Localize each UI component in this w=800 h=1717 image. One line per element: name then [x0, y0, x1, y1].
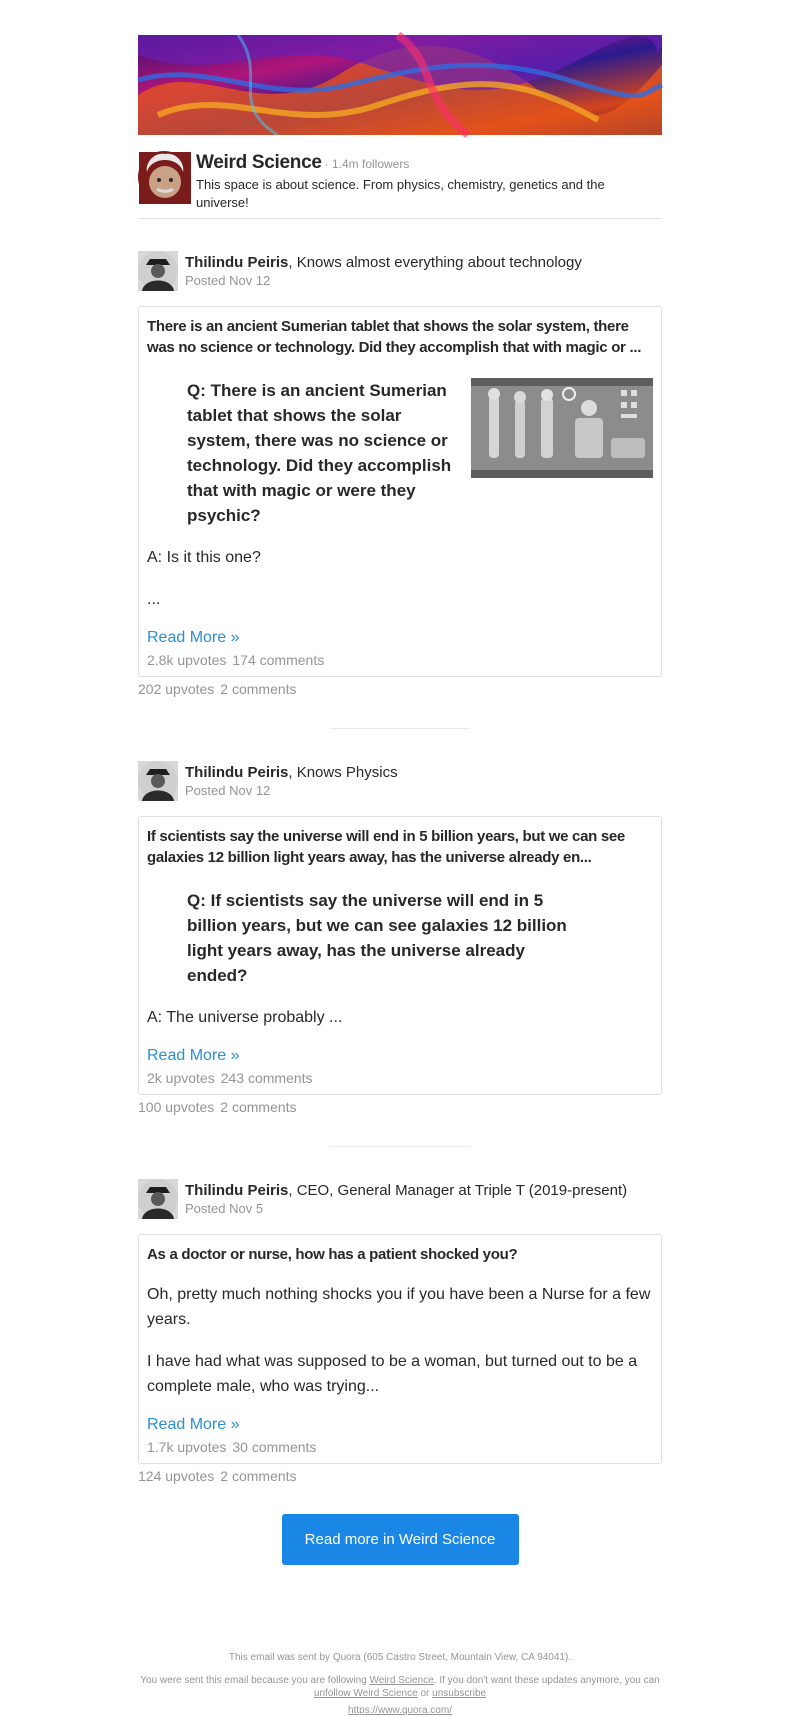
footer-reason-text: . If you don't want these updates anymore, you can [433, 1675, 660, 1686]
post-upvotes: 100 upvotes [138, 1099, 215, 1115]
read-more-link[interactable]: Read More » [147, 629, 240, 646]
space-name[interactable]: Weird Science [196, 152, 322, 173]
post-stats [138, 1099, 662, 1115]
unsubscribe-link[interactable]: unsubscribe [432, 1688, 487, 1699]
card-comments: 243 comments [220, 1070, 313, 1086]
card-stats [147, 652, 653, 668]
answer-paragraph: Oh, pretty much nothing shocks you if you have been a Nurse for a few years. [147, 1286, 651, 1328]
read-more-link[interactable]: Read More » [147, 1047, 240, 1064]
card-stats [147, 1439, 653, 1455]
footer-reason [138, 1674, 662, 1700]
answer-paragraph: A: The universe probably ... [147, 1009, 343, 1026]
question-title[interactable]: As a doctor or nurse, how has a patient shocked you? [147, 1246, 518, 1263]
post-upvotes: 202 upvotes [138, 681, 215, 697]
answer-paragraph: I have had what was supposed to be a woman, but turned out to be a complete male, who was trying... [147, 1353, 638, 1395]
email-footer [138, 1651, 662, 1717]
space-description: This space is about science. From physics, chemistry, genetics and the universe! [196, 177, 605, 210]
footer-sent-by: This email was sent by Quora (605 Castro Street, Mountain View, CA 94041). [228, 1652, 572, 1663]
post-stats [138, 681, 662, 697]
answer-card[interactable] [138, 816, 662, 1095]
space-followers: · 1.4m followers [324, 157, 410, 171]
divider [330, 1146, 470, 1147]
unfollow-link[interactable]: unfollow Weird Science [313, 1688, 418, 1699]
footer-or-text: or [417, 1688, 433, 1699]
post-stats [138, 1468, 662, 1484]
posted-date: Posted Nov 5 [185, 1200, 264, 1216]
question-title[interactable]: There is an ancient Sumerian tablet that shows the solar system, there was no science or technology. Did they accomplish that with magic or ... [147, 318, 642, 356]
cta-wrapper [138, 1514, 662, 1565]
answer-paragraph: ... [147, 591, 161, 608]
answer-card[interactable] [138, 306, 662, 677]
post-2 [138, 761, 662, 1147]
tablet-image [471, 378, 653, 478]
footer-space-link[interactable]: Weird Science [369, 1675, 434, 1686]
card-upvotes: 1.7k upvotes [147, 1439, 227, 1455]
author-credential: , Knows Physics [288, 763, 398, 781]
author-avatar-image[interactable] [138, 761, 178, 801]
post-comments: 2 comments [220, 681, 297, 697]
quora-url-link[interactable]: https://www.quora.com/ [348, 1705, 452, 1716]
author-credential: , CEO, General Manager at Triple T (2019-present) [288, 1181, 628, 1199]
question-title[interactable]: If scientists say the universe will end in 5 billion years, but we can see galaxies 12 billion light years away, has the universe already en... [147, 828, 625, 866]
space-avatar-image[interactable] [138, 151, 190, 203]
post-upvotes: 124 upvotes [138, 1468, 215, 1484]
answer-card[interactable] [138, 1234, 662, 1464]
post-comments: 2 comments [220, 1099, 297, 1115]
quoted-question [147, 378, 653, 528]
quoted-question [147, 888, 653, 988]
post-3 [138, 1179, 662, 1484]
posted-date: Posted Nov 12 [185, 272, 271, 288]
posted-date: Posted Nov 12 [185, 782, 271, 798]
card-comments: 30 comments [232, 1439, 317, 1455]
author-name[interactable]: Thilindu Peiris [185, 253, 289, 271]
email-body [138, 0, 662, 1717]
author-name[interactable]: Thilindu Peiris [185, 763, 289, 781]
read-more-link[interactable]: Read More » [147, 1416, 240, 1433]
author-avatar-image[interactable] [138, 1179, 178, 1219]
quote-text: Q: There is an ancient Sumerian tablet that shows the solar system, there was no science or technology. Did they accomplish that with magic or were they psychic? [187, 381, 452, 525]
card-upvotes: 2.8k upvotes [147, 652, 227, 668]
card-stats [147, 1070, 653, 1086]
author-name[interactable]: Thilindu Peiris [185, 1181, 289, 1199]
quote-text: Q: If scientists say the universe will end in 5 billion years, but we can see galaxies 12 billion light years away, has the universe already ended? [187, 891, 567, 985]
author-avatar-image[interactable] [138, 251, 178, 291]
author-row [138, 761, 662, 801]
space-header [138, 151, 662, 219]
post-1 [138, 251, 662, 729]
answer-paragraph: A: Is it this one? [147, 549, 261, 566]
card-comments: 174 comments [232, 652, 325, 668]
author-row [138, 1179, 662, 1219]
card-upvotes: 2k upvotes [147, 1070, 215, 1086]
post-comments: 2 comments [220, 1468, 297, 1484]
author-row [138, 251, 662, 291]
footer-reason-text: You were sent this email because you are following [140, 1675, 370, 1686]
space-banner-image[interactable] [138, 35, 662, 135]
divider [330, 728, 470, 729]
author-credential: , Knows almost everything about technology [288, 253, 582, 271]
read-more-in-space-button[interactable]: Read more in Weird Science [282, 1514, 519, 1565]
